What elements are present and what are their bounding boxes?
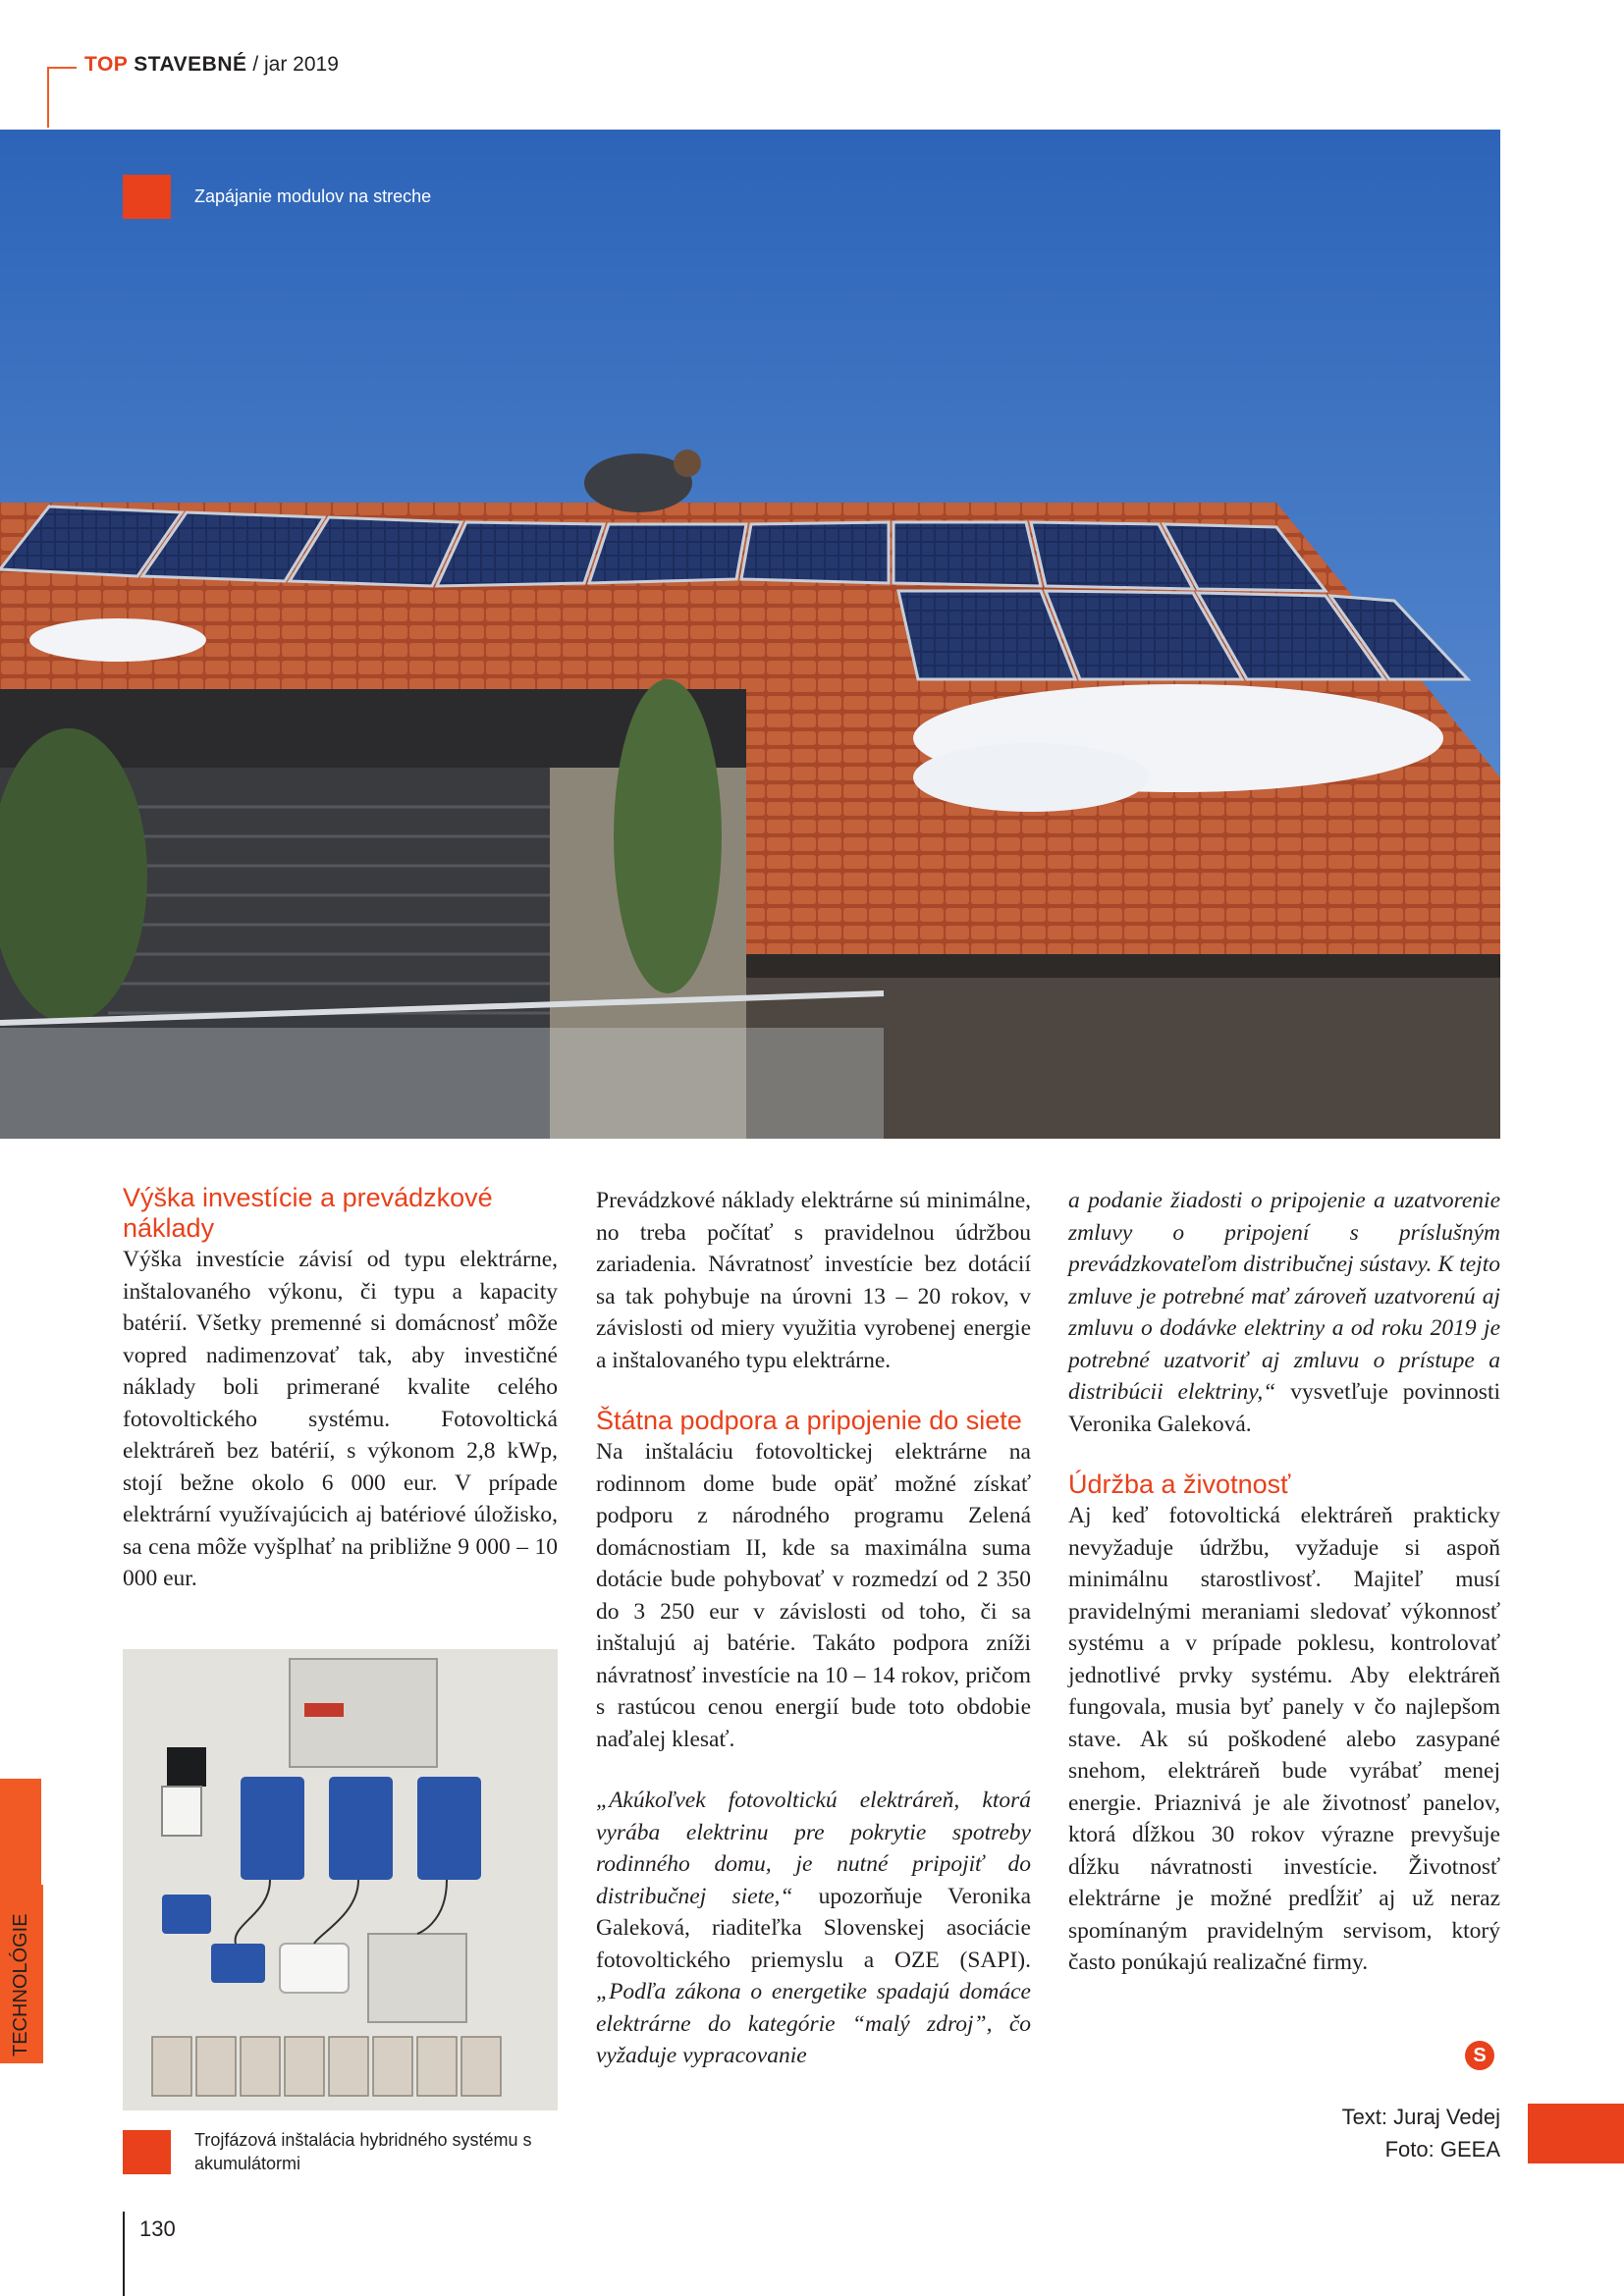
credit-photo: Foto: GEEA: [1384, 2137, 1500, 2162]
section-tab-label: TECHNOLÓGIE: [10, 1913, 31, 2056]
section-heading-maintenance: Údržba a životnosť: [1068, 1469, 1291, 1499]
end-of-article-icon: S: [1465, 2041, 1494, 2070]
credits: [1276, 2101, 1500, 2165]
column-1: [123, 1183, 558, 1595]
section-tab-rule: [41, 1885, 43, 2063]
quote-attribution: upozorňuje Veronika Galeková, riaditeľka Slovenskej asociácie fotovoltického priemyslu a OZE (SAPI).: [596, 1883, 1032, 1973]
main-photo-caption: Zapájanie modulov na streche: [194, 187, 432, 206]
issue-label: / jar 2019: [252, 53, 339, 76]
paragraph-investment: Výška investície závisí od typu elektrárne, inštalovaného výkonu, či typu a kapacity batérií. Všetky premenné si domácnosť môže vopred nadimenzovať tak, aby investičné náklady boli primerané kvalite celého fotovoltického systému. Fotovoltická elektráreň bez batérií, s výkonom 2,8 kWp, stojí bežne okolo 6 000 eur. V prípade elektrární využívajúcich aj batériové úložisko, sa cena môže vyšplhať na približne 9 000 – 10 000 eur.: [123, 1247, 558, 1591]
magazine-header: [84, 51, 339, 79]
inset-photo-caption: Trojfázová inštalácia hybridného systému s akumulátormi: [194, 2130, 532, 2173]
brand-name: [84, 53, 247, 76]
page-number: 130: [139, 2216, 176, 2241]
main-photo-solar-roof: [0, 130, 1500, 1139]
brand-main: STAVEBNÉ: [134, 53, 247, 76]
quote-law-continued: a podanie žiadosti o pripojenie a uzatvorenie zmluvy o pripojení s príslušným prevádzkovateľom distribučnej sústavy. K tejto zmluve je potrebné mať zároveň uzatvorenú aj zmluvu o dodávke elektriny a od roku 2019 je potrebné uzatvoriť aj zmluvu o prístupe a distribúcii elektriny,“: [1068, 1188, 1500, 1405]
caption-marker: [123, 2130, 171, 2174]
brand-top: TOP: [84, 53, 128, 76]
accent-block: [1528, 2104, 1624, 2163]
section-heading-state-support: Štátna podpora a pripojenie do siete: [596, 1406, 1022, 1435]
caption-marker: [123, 175, 171, 219]
paragraph-quote: [596, 1785, 1031, 2072]
header-rule-vertical: [47, 67, 49, 128]
column-2: [596, 1185, 1031, 2072]
paragraph-maintenance: Aj keď fotovoltická elektráreň prakticky nevyžaduje údržbu, vyžaduje si aspoň minimálnu starostlivosť. Majiteľ musí pravidelnými meraniami sledovať výkonnosť systému a v prípade poklesu, kontrolovať jednotlivé prvky systému. Aby elektráreň fungovala, musia byť panely v čo najlepšom stave. Ak sú poškodené alebo zasypané snehom, elektráreň bude vyrábať menej energie. Priaznivá je ale životnosť panelov, ktorá dĺžkou 30 rokov výrazne prevyšuje dĺžku návratnosti investície. Životnosť elektrárne je možné predĺžiť aj už neraz spomínaným pravidelným servisom, ktorý často ponúkajú realizačné firmy.: [1068, 1503, 1500, 1975]
paragraph-state-support: Na inštaláciu fotovoltickej elektrárne na rodinnom dome bude opäť možné získať podporu z národného programu Zelená domácnostiam II, kde sa maximálna suma dotácie bude pohybovať v rozmedzí od 2 350 do 3 250 eur v závislosti od toho, či sa inštalujú aj batérie. Takáto podpora zníži návratnosť investície na 10 – 14 rokov, pričom s rastúcou cenou energií bude toto obdobie naďalej klesať.: [596, 1439, 1031, 1752]
credit-text-author: Text: Juraj Vedej: [1341, 2105, 1500, 2129]
column-3: [1068, 1185, 1500, 1979]
header-rule-horizontal: [47, 67, 77, 69]
paragraph-operating-costs: Prevádzkové náklady elektrárne sú minimálne, no treba počítať s pravidelnou údržbou zariadenia. Návratnosť investície bez dotácií sa tak pohybuje na úrovni 13 – 20 rokov, v závislosti od miery využitia vyrobenej energie a inštalovaného typu elektrárne.: [596, 1188, 1031, 1373]
section-tab-rule-horizontal: [0, 2061, 43, 2063]
paragraph-quote-continued: [1068, 1185, 1500, 1440]
quote-connection: „Akúkoľvek fotovoltickú elektráreň, ktorá vyrába elektrinu pre pokrytie spotreby rodinného domu, je nutné pripojiť do distribučnej siete,“: [596, 1788, 1031, 1909]
quote-attribution-2: vysvetľuje povinnosti Veronika Galeková.: [1068, 1379, 1501, 1437]
page-number-rule: [123, 2212, 125, 2296]
inset-photo-hybrid-system: [123, 1649, 558, 2110]
section-heading-investment: Výška investície a prevádzkové náklady: [123, 1183, 493, 1243]
quote-law: „Podľa zákona o energetike spadajú domáce elektrárne do kategórie “malý zdroj”, čo vyžaduje vypracovanie: [596, 1979, 1031, 2068]
